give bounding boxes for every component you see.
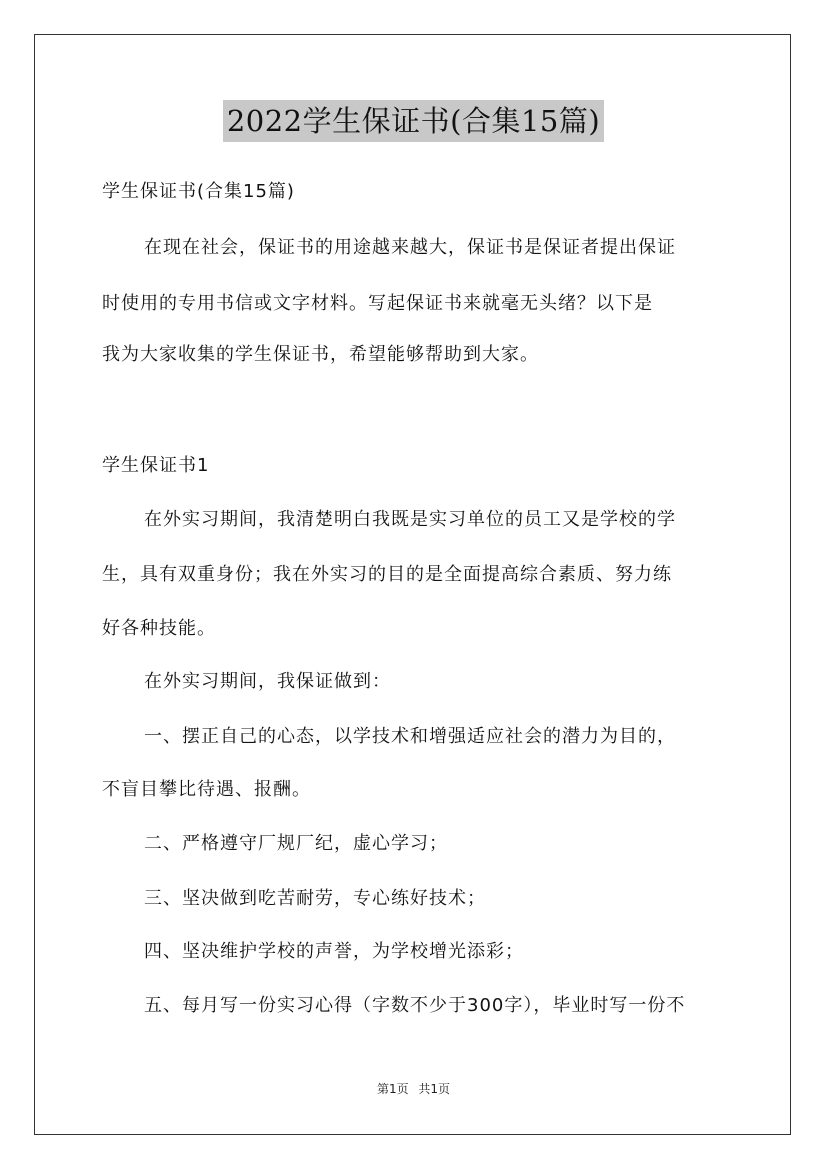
paragraph-line: 在现在社会，保证书的用途越来越大，保证书是保证者提出保证 — [144, 237, 676, 258]
list-item: 一、摆正自己的心态，以学技术和增强适应社会的潜力为目的， — [144, 726, 676, 747]
page-number: 第1页 — [376, 1082, 409, 1096]
list-item: 四、坚决维护学校的声誉，为学校增光添彩； — [144, 941, 524, 962]
document-title: 2022学生保证书(合集15篇) — [223, 100, 604, 142]
page-footer — [0, 1080, 827, 1097]
paragraph-line: 在外实习期间，我清楚明白我既是实习单位的员工又是学校的学 — [144, 509, 676, 530]
paragraph-line: 好各种技能。 — [102, 618, 216, 639]
section-heading: 学生保证书1 — [102, 455, 210, 476]
page-total: 共1页 — [418, 1082, 451, 1096]
subtitle-line: 学生保证书(合集15篇) — [102, 181, 295, 202]
paragraph-line: 在外实习期间，我保证做到： — [144, 671, 391, 692]
paragraph-line: 生，具有双重身份；我在外实习的目的是全面提高综合素质、努力练 — [102, 564, 672, 585]
list-item-continuation: 不盲目攀比待遇、报酬。 — [102, 779, 311, 800]
list-item: 五、每月写一份实习心得（字数不少于300字），毕业时写一份不 — [144, 995, 686, 1016]
paragraph-line: 我为大家收集的学生保证书，希望能够帮助到大家。 — [102, 344, 539, 365]
list-item: 二、严格遵守厂规厂纪，虚心学习； — [144, 833, 448, 854]
title-container — [0, 100, 827, 142]
list-item: 三、坚决做到吃苦耐劳，专心练好技术； — [144, 888, 486, 909]
paragraph-line: 时使用的专用书信或文字材料。写起保证书来就毫无头绪？以下是 — [102, 293, 653, 314]
